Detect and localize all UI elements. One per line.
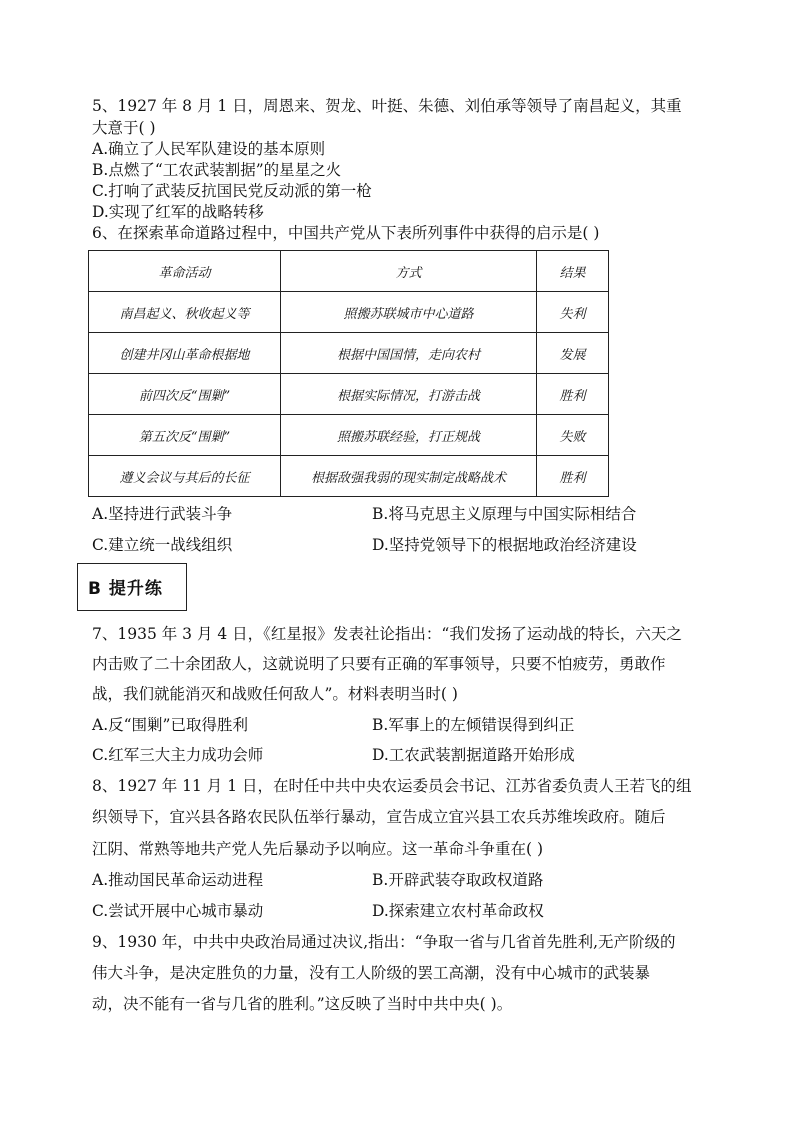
table-row [89, 292, 609, 333]
table-cell: 失利 [537, 292, 609, 333]
table-cell: 根据敌强我弱的现实制定战略战术 [281, 456, 537, 497]
table-cell: 根据中国国情，走向农村 [281, 333, 537, 374]
q6-option-b: B.将马克思主义原理与中国实际相结合 [372, 505, 637, 523]
q8-stem-line1: 8、1927 年 11 月 1 日，在时任中共中央农运委员会书记、江苏省委负责人王若飞的组 [92, 777, 692, 795]
q8-stem-line3: 江阴、常熟等地共产党人先后暴动予以响应。这一革命斗争重在( ) [92, 840, 544, 858]
q5-option-d: D.实现了红军的战略转移 [92, 203, 264, 221]
q5-stem-line1: 5、1927 年 8 月 1 日，周恩来、贺龙、叶挺、朱德、刘伯承等领导了南昌起义，其重 [92, 97, 682, 115]
q8-option-a: A.推动国民革命运动进程 [92, 871, 264, 889]
section-label: B 提升练 [88, 579, 163, 599]
table-cell: 胜利 [537, 456, 609, 497]
table-cell: 发展 [537, 333, 609, 374]
table-cell: 胜利 [537, 374, 609, 415]
table-cell: 根据实际情况，打游击战 [281, 374, 537, 415]
q7-option-c: C.红军三大主力成功会师 [92, 746, 264, 764]
q9-stem-line2: 伟大斗争，是决定胜负的力量，没有工人阶级的罢工高潮，没有中心城市的武装暴 [92, 964, 651, 982]
table-cell: 第五次反“围剿” [89, 415, 281, 456]
q8-option-d: D.探索建立农村革命政权 [372, 902, 544, 920]
table-header-cell: 结果 [537, 251, 609, 292]
q8-stem-line2: 织领导下，宜兴县各路农民队伍举行暴动，宣告成立宜兴县工农兵苏维埃政府。随后 [92, 808, 666, 826]
q9-stem-line3: 动，决不能有一省与几省的胜利。”这反映了当时中共中央( )。 [92, 995, 513, 1013]
q7-option-d: D.工农武装割据道路开始形成 [372, 746, 575, 764]
q6-option-d: D.坚持党领导下的根据地政治经济建设 [372, 536, 637, 554]
q7-stem-line3: 战，我们就能消灭和战败任何敌人”。材料表明当时( ) [92, 685, 458, 703]
table-cell: 创建井冈山革命根据地 [89, 333, 281, 374]
q8-option-c: C.尝试开展中心城市暴动 [92, 902, 264, 920]
q7-stem-line1: 7、1935 年 3 月 4 日，《红星报》发表社论指出：“我们发扬了运动战的特长，六天之 [92, 625, 682, 643]
table-cell: 遵义会议与其后的长征 [89, 456, 281, 497]
q5-stem-line2: 大意于( ) [92, 119, 156, 137]
q5-option-a: A.确立了人民军队建设的基本原则 [92, 140, 326, 158]
table-cell: 失败 [537, 415, 609, 456]
q9-stem-line1: 9、1930 年，中共中央政治局通过决议,指出：“争取一省与几省首先胜利,无产阶级的 [92, 933, 676, 951]
q7-option-a: A.反“围剿”已取得胜利 [92, 716, 248, 734]
q7-option-b: B.军事上的左倾错误得到纠正 [372, 716, 575, 734]
table-header-cell: 革命活动 [89, 251, 281, 292]
table-row [89, 456, 609, 497]
q8-option-b: B.开辟武装夺取政权道路 [372, 871, 544, 889]
table-cell: 照搬苏联经验，打正规战 [281, 415, 537, 456]
q6-stem: 6、在探索革命道路过程中，中国共产党从下表所列事件中获得的启示是( ) [92, 224, 600, 242]
table-row [89, 374, 609, 415]
table-header-cell: 方式 [281, 251, 537, 292]
table-cell: 照搬苏联城市中心道路 [281, 292, 537, 333]
q6-option-a: A.坚持进行武装斗争 [92, 505, 233, 523]
q5-option-c: C.打响了武装反抗国民党反动派的第一枪 [92, 182, 372, 200]
section-badge [77, 563, 187, 611]
q6-option-c: C.建立统一战线组织 [92, 536, 233, 554]
q5-option-b: B.点燃了“工农武装割据”的星星之火 [92, 161, 342, 179]
table-cell: 前四次反“围剿” [89, 374, 281, 415]
table-header-row [89, 251, 609, 292]
table-row [89, 415, 609, 456]
q7-stem-line2: 内击败了二十余团敌人，这就说明了只要有正确的军事领导，只要不怕疲劳，勇敢作 [92, 655, 666, 673]
table-cell: 南昌起义、秋收起义等 [89, 292, 281, 333]
q6-event-table [88, 250, 609, 497]
table-row [89, 333, 609, 374]
